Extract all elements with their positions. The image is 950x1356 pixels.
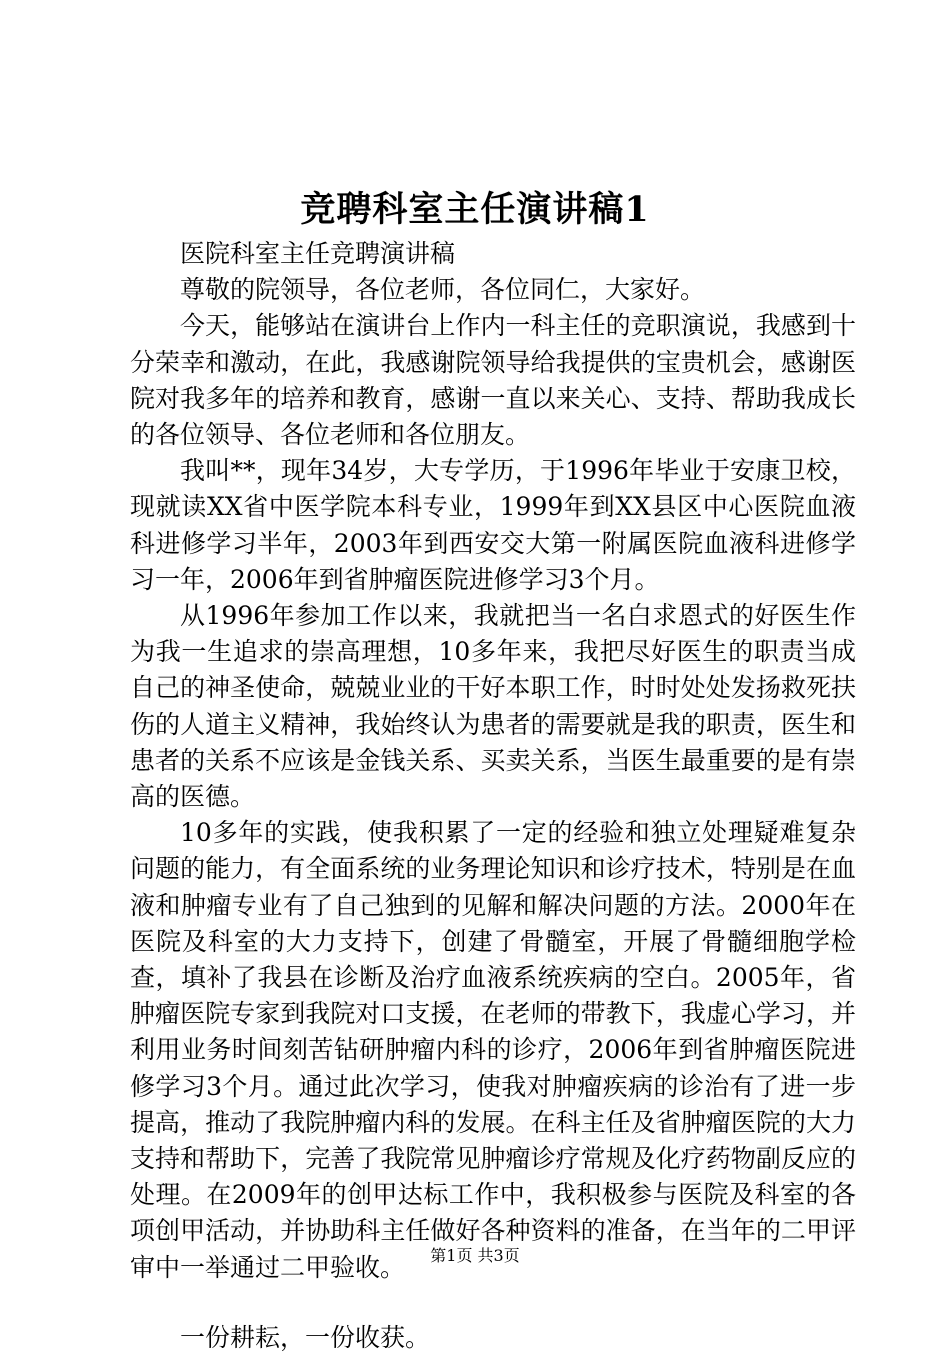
document-body [130, 236, 856, 1356]
paragraph-spacer [130, 1286, 856, 1320]
paragraph-subtitle: 医院科室主任竞聘演讲稿 [180, 239, 456, 268]
document-title: 竞聘科室主任演讲稿1 [300, 189, 650, 230]
paragraph-closing: 一份耕耘，一份收获。 [180, 1322, 431, 1352]
paragraph-ideals: 从1996年参加工作以来，我就把当一名白求恩式的好医生作为我一生追求的崇高理想，10多年来，我把尽好医生的职责当成自己的神圣使命，兢兢业业的干好本职工作，时时处处发扬救死扶伤的人道主义精神，我始终认为患者的需要就是我的职责，医生和患者的关系不应该是金钱关系、买卖关系，当医生最重要的是有崇高的医德。 [130, 601, 856, 812]
paragraph-greeting: 尊敬的院领导，各位老师，各位同仁，大家好。 [180, 275, 706, 305]
paragraph-self-intro: 我叫**，现年34岁，大专学历，于1996年毕业于安康卫校，现就读XX省中医学院本科专业，1999年到XX县区中心医院血液科进修学习半年，2003年到西安交大第一附属医院血液科进修学习一年，2006年到省肿瘤医院进修学习3个月。 [130, 456, 856, 594]
page-footer: 第1页 共3页 [430, 1246, 520, 1265]
paragraph-experience: 10多年的实践，使我积累了一定的经验和独立处理疑难复杂问题的能力，有全面系统的业务理论知识和诊疗技术，特别是在血液和肿瘤专业有了自己独到的见解和解决问题的方法。2000年在医院及科室的大力支持下，创建了骨髓室，开展了骨髓细胞学检查，填补了我县在诊断及治疗血液系统疾病的空白。2005年，省肿瘤医院专家到我院对口支援，在老师的带教下，我虚心学习，并利用业务时间刻苦钻研肿瘤内科的诊疗，2006年到省肿瘤医院进修学习3个月。通过此次学习，使我对肿瘤疾病的诊治有了进一步提高，推动了我院肿瘤内科的发展。在科主任及省肿瘤医院的大力支持和帮助下，完善了我院常见肿瘤诊疗常规及化疗药物副反应的处理。在2009年的创甲达标工作中，我积极参与医院及科室的各项创甲活动，并协助科主任做好各种资料的准备，在当年的二甲评审中一举通过二甲验收。 [130, 818, 856, 1282]
paragraph-opening: 今天，能够站在演讲台上作内一科主任的竞职演说，我感到十分荣幸和激动，在此，我感谢院领导给我提供的宝贵机会，感谢医院对我多年的培养和教育，感谢一直以来关心、支持、帮助我成长的各位领导、各位老师和各位朋友。 [130, 311, 856, 450]
